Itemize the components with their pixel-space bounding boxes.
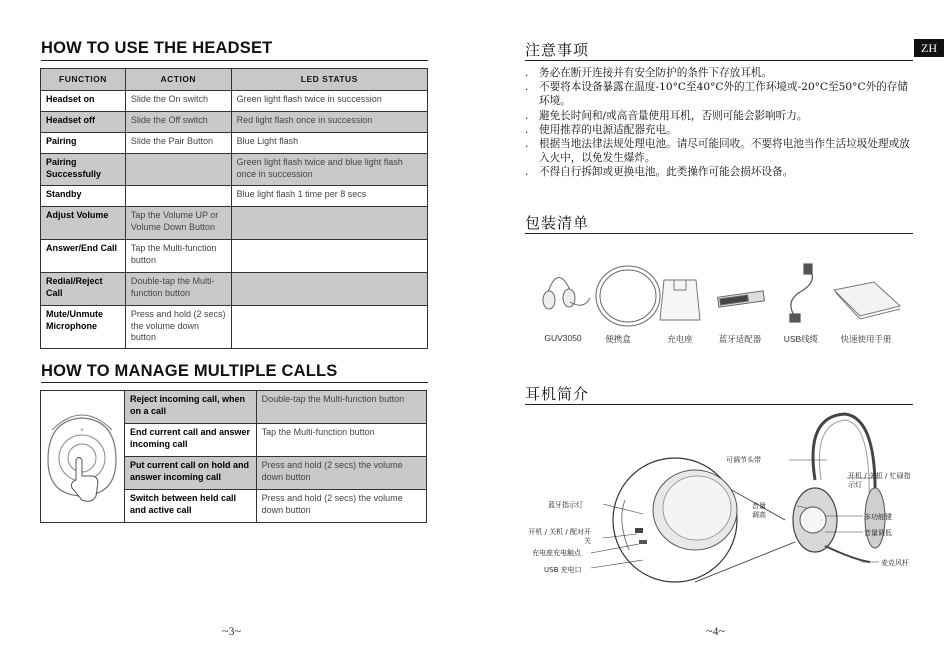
cell-function: Standby [41,186,126,207]
callout-pair-switch: 开机 / 关机 / 配对开关 [528,528,591,545]
cell-function: Answer/End Call [41,240,126,273]
cell-function: Mute/Unmute Microphone [41,306,126,349]
cell-action: Tap the Volume UP or Volume Down Button [125,207,231,240]
callout-mic-boom: 麦克风杆 [881,559,909,567]
table-row [41,133,428,154]
table-row [41,154,428,186]
cell-led: Blue Light flash [231,133,427,154]
section-heading-multiple-calls: HOW TO MANAGE MULTIPLE CALLS [41,362,338,380]
notice-list [525,66,910,180]
cell-situation: End current call and answer incoming call [124,424,256,457]
heading-underline [525,60,913,61]
cell-action: Slide the Pair Button [125,133,231,154]
cell-situation: Switch between held call and active call [124,490,256,523]
cell-action: Press and hold (2 secs) the volume down button [125,306,231,349]
table-row [41,273,428,306]
table-row [41,306,428,349]
cell-action: Tap the Multi-function button [125,240,231,273]
section-heading-notice: 注意事项 [525,41,590,59]
cell-action: Double-tap the Multi-function button [125,273,231,306]
headset-icon [543,277,590,309]
cell-function: Headset off [41,112,126,133]
cell-function: Pairing [41,133,126,154]
package-label: USB线缆 [783,334,819,344]
callout-multifunction: 多功能键 [864,513,892,521]
section-heading-package: 包装清单 [525,214,590,232]
section-heading-use-headset: HOW TO USE THE HEADSET [41,39,273,57]
cell-led: Red light flash once in succession [231,112,427,133]
cell-led [231,240,427,273]
multiple-calls-table [40,390,427,523]
callout-power-switch: 开机 / 关机 / 忙碌指示灯 [848,472,911,489]
cell-action [125,186,231,207]
notice-text: 根据当地法律法规处理电池。请尽可能回收。不要将电池当作生活垃圾处理或放入火中，以免发生爆炸。 [539,138,910,165]
package-contents-illustrations [534,262,904,332]
heading-underline [41,60,428,61]
cell-action: Slide the Off switch [125,112,231,133]
quick-guide-icon [834,282,900,319]
cell-action: Press and hold (2 secs) the volume down button [256,490,426,523]
headset-diagram [525,410,915,590]
callout-headband: 可调节头带 [726,456,761,464]
cell-led: Blue light flash 1 time per 8 secs [231,186,427,207]
notice-text: 务必在断开连接并有安全防护的条件下存放耳机。 [539,67,773,79]
notice-text: 不得自行拆卸或更换电池。此类操作可能会损坏设备。 [539,166,794,179]
table-row [41,391,427,424]
notice-text: 使用推荐的电源适配器充电。 [539,123,677,136]
cell-function: Redial/Reject Call [41,273,126,306]
cell-function: Pairing Successfully [41,154,126,186]
cell-led [231,306,427,349]
cell-situation: Reject incoming call, when on a call [124,391,256,424]
section-heading-headset-intro: 耳机简介 [525,385,590,403]
heading-underline [41,382,428,383]
package-label: 充电座 [667,334,693,344]
notice-text: 避免长时间和/或高音量使用耳机，否则可能会影响听力。 [539,109,808,122]
header-function: FUNCTION [41,69,126,91]
cell-action: Tap the Multi-function button [256,424,426,457]
cell-function: Adjust Volume [41,207,126,240]
carry-case-icon [596,266,660,326]
list-item: . 不得自行拆卸或更换电池。此类操作可能会损坏设备。 [525,166,794,179]
list-item: . 不要将本设备暴露在温度-10°C至40°C外的工作环境或-20°C至50°C外的存储环境。 [525,81,908,108]
header-led-status: LED STATUS [231,69,427,91]
usb-cable-icon [790,264,812,322]
language-badge: ZH [914,39,944,57]
callout-bt-led: 蓝牙指示灯 [548,501,583,509]
page-number-left: ~3~ [222,624,241,638]
package-label: 便携盒 [605,334,631,344]
package-label: 快速使用手册 [840,334,892,344]
svg-text:+: + [80,427,85,434]
list-item: . 使用推荐的电源适配器充电。 [525,123,677,136]
cell-action: Slide the On switch [125,91,231,112]
table-row [41,186,428,207]
cell-led: Green light flash twice in succession [231,91,427,112]
header-action: ACTION [125,69,231,91]
callout-volume-down: 音量调低 [864,529,892,537]
cell-action: Double-tap the Multi-function button [256,391,426,424]
cell-action: Press and hold (2 secs) the volume down button [256,457,426,490]
package-label: GUV3050 [544,333,582,343]
usage-table-header [41,69,428,91]
cell-led: Green light flash twice and blue light flash once in succession [231,154,427,186]
list-item: . 务必在断开连接并有安全防护的条件下存放耳机。 [525,67,773,79]
table-row [41,91,428,112]
callout-volume-up: 音量调高 [752,502,766,519]
cell-led [231,207,427,240]
cell-situation: Put current call on hold and answer incoming call [124,457,256,490]
table-row [41,207,428,240]
notice-text: 不要将本设备暴露在温度-10°C至40°C外的工作环境或-20°C至50°C外的存储环境。 [539,81,908,108]
list-item: . 避免长时间和/或高音量使用耳机，否则可能会影响听力。 [525,109,808,122]
button-illustration-cell [41,391,125,523]
callout-charge-contacts: 充电座充电触点 [532,549,581,557]
cell-led [231,273,427,306]
tap-button-illustration [42,400,122,510]
heading-underline [525,233,913,234]
bluetooth-adapter-icon [718,291,765,307]
table-row [41,112,428,133]
callout-usb-port: USB 充电口 [544,566,582,574]
usage-table [40,68,428,349]
list-item: . 根据当地法律法规处理电池。请尽可能回收。不要将电池当作生活垃圾处理或放入火中，以免发生爆炸。 [525,138,910,165]
charging-dock-icon [660,280,700,320]
cell-action [125,154,231,186]
heading-underline [525,404,913,405]
table-row [41,240,428,273]
page-number-right: ~4~ [706,624,725,638]
package-label: 蓝牙适配器 [718,334,762,344]
cell-function: Headset on [41,91,126,112]
